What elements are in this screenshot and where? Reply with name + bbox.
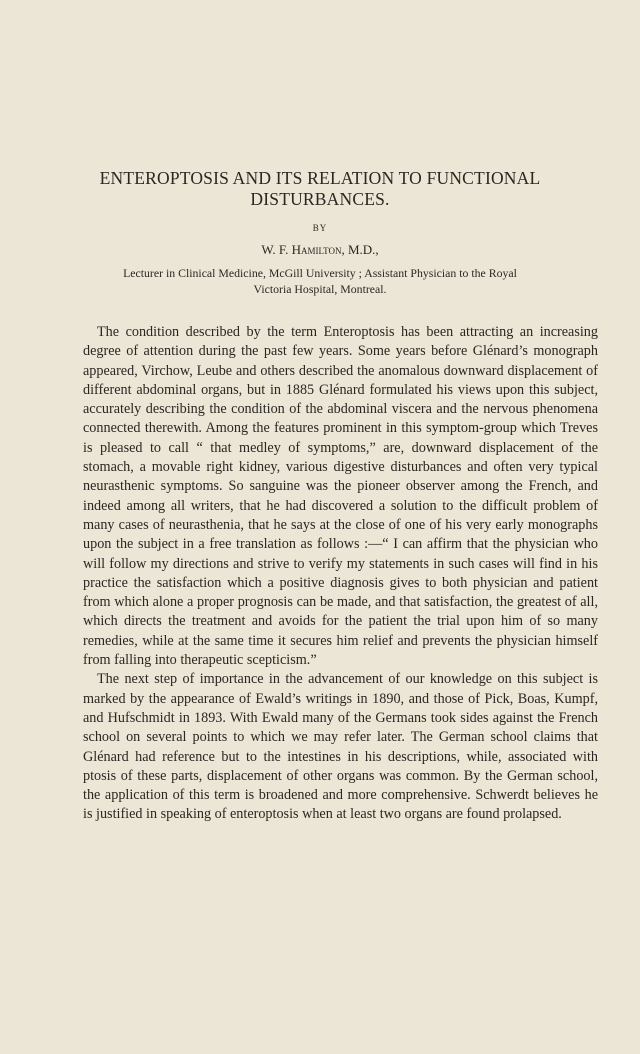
byline-label: BY [312, 223, 328, 233]
author-surname: Hamilton [291, 242, 342, 257]
affiliation-line-2: Victoria Hospital, Montreal. [253, 282, 387, 296]
author-affiliation [0, 265, 640, 297]
article-header [0, 168, 640, 297]
paragraph-1: The condition described by the term Enteroptosis has been attracting an increasing degree of attention during the past few years. Some years before Glénard’s monograph appeared, Virchow, Leube and others described the anomalous downward displacement of different abdominal organs, but in 1885 Glénard formulated his views upon this subject, accurately describing the condition of the abdominal viscera and the nervous phenomena connected therewith. Among the features prominent in this symptom-group which Treves is pleased to call “ that medley of symptoms,” are, downward displacement of the stomach, a movable right kidney, various digestive disturbances and often very typical neurasthenic symptoms. So sanguine was the pioneer observer among the French, and indeed among all writers, that he had discovered a solution to the difficult problem of many cases of neurasthenia, that he says at the close of one of his very early monographs upon the subject in a free translation as follows :—“ I can affirm that the physician who will follow my directions and strive to verify my statements in such cases will find in his practice the satisfaction which a positive diagnosis gives to both physician and patient from which alone a proper prognosis can be made, and that satisfaction, the greatest of all, which directs the treatment and avoids for the patient the trial upon him of so many remedies, while at the same time it secures him relief and prevents the physician himself from falling into therapeutic scepticism.” [83, 324, 598, 669]
article-body [83, 323, 598, 825]
author-line [0, 242, 640, 258]
article-title [0, 168, 640, 210]
title-line-2: DISTURBANCES. [250, 189, 390, 209]
author-degree: , M.D., [341, 242, 379, 257]
affiliation-line-1: Lecturer in Clinical Medicine, McGill University ; Assistant Physician to the Royal [123, 266, 517, 280]
author-initials: W. F. [261, 242, 289, 257]
paragraph-2: The next step of importance in the advancement of our knowledge on this subject is marked by the appearance of Ewald’s writings in 1890, and those of Pick, Boas, Kumpf, and Hufschmidt in 1893. With Ewald many of the Germans took sides against the French school on several points to which we may refer later. The German school claims that Glénard had reference but to the intestines in his descriptions, while, associated with ptosis of these parts, displacement of other organs was common. By the German school, the application of this term is broadened and more comprehensive. Schwerdt believes he is justified in speaking of enteroptosis when at least two organs are found prolapsed. [83, 671, 598, 823]
title-line-1: ENTEROPTOSIS AND ITS RELATION TO FUNCTIONAL [99, 168, 541, 188]
